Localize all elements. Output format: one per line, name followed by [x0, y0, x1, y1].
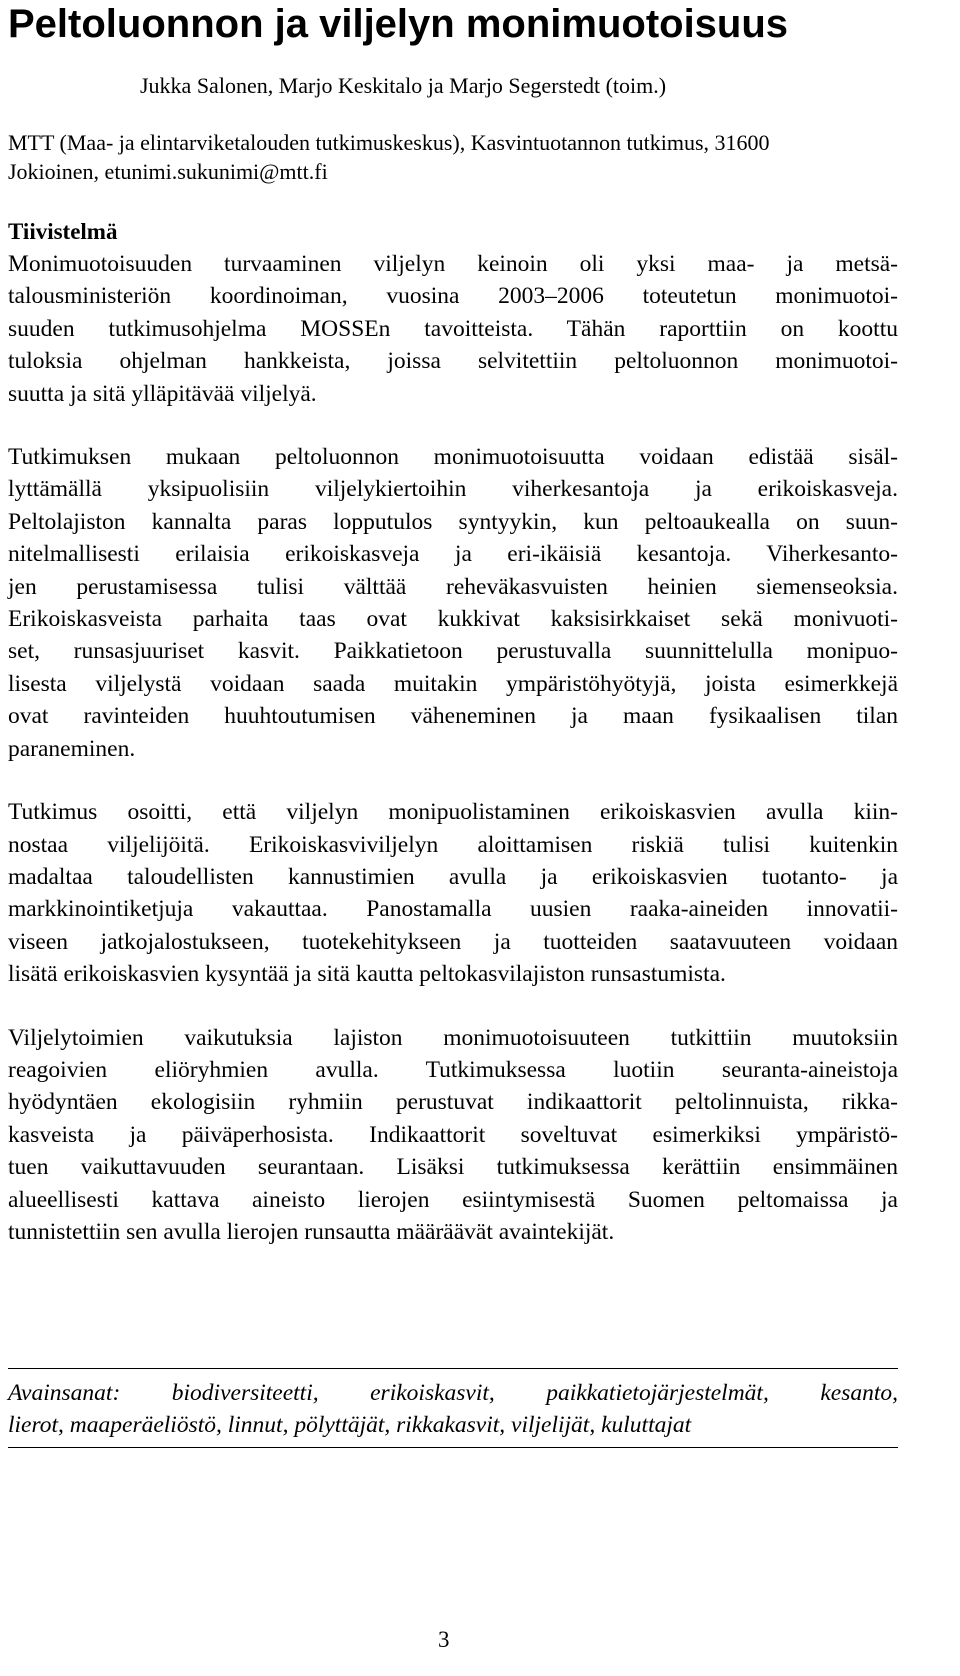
text-line: lisesta viljelystä voidaan saada muitakin ympäristöhyötyjä, joista esimerkkejä: [8, 670, 898, 697]
text-line: nostaa viljelijöitä. Erikoiskasviviljelyn aloittamisen riskiä tulisi kuitenkin: [8, 831, 898, 858]
abstract-paragraph: [8, 441, 898, 765]
text-line: lisätä erikoiskasvien kysyntää ja sitä kautta peltokasvilajiston runsastumista.: [8, 961, 726, 988]
text-line: madaltaa taloudellisten kannustimien avulla ja erikoiskasvien tuotanto- ja: [8, 863, 898, 890]
paragraph-gap: [8, 410, 898, 441]
affiliation-line: MTT (Maa- ja elintarviketalouden tutkimuskeskus), Kasvintuotannon tutkimus, 31600: [8, 130, 770, 155]
text-line: paraneminen.: [8, 735, 136, 762]
text-line: talousministeriön koordinoiman, vuosina 2003–2006 toteutetun monimuotoi-: [8, 283, 898, 310]
abstract-paragraph: [8, 1022, 898, 1249]
paragraph-gap: [8, 991, 898, 1022]
abstract-paragraph: [8, 796, 898, 990]
text-line: suutta ja sitä ylläpitävää viljelyä.: [8, 380, 317, 407]
text-line: Viljelytoimien vaikutuksia lajiston monimuotoisuuteen tutkittiin muutoksiin: [8, 1024, 898, 1051]
keywords-line: Avainsanat: biodiversiteetti, erikoiskasvit, paikkatietojärjestelmät, kesanto,: [8, 1380, 898, 1406]
document-page: [8, 0, 898, 1676]
text-line: markkinointiketjuja vakauttaa. Panostamalla uusien raaka-aineiden innovatii-: [8, 896, 898, 923]
abstract-heading: Tiivistelmä: [8, 219, 118, 244]
text-line: nitelmallisesti erilaisia erikoiskasveja ja eri-ikäisiä kesantoja. Viherkesanto-: [8, 541, 898, 568]
text-line: Tutkimuksen mukaan peltoluonnon monimuotoisuutta voidaan edistää sisäl-: [8, 444, 898, 471]
text-line: viseen jatkojalostukseen, tuotekehitykseen ja tuotteiden saatavuuteen voidaan: [8, 928, 898, 955]
text-line: tunnistettiin sen avulla lierojen runsautta määräävät avaintekijät.: [8, 1218, 615, 1245]
text-line: reagoivien eliöryhmien avulla. Tutkimuksessa luotiin seuranta-aineistoja: [8, 1056, 898, 1083]
keywords-line: lierot, maaperäeliöstö, linnut, pölyttäjät, rikkakasvit, viljelijät, kuluttajat: [8, 1412, 692, 1438]
text-line: suuden tutkimusohjelma MOSSEn tavoitteista. Tähän raporttiin on koottu: [8, 315, 898, 342]
page-number: 3: [438, 1627, 450, 1652]
text-line: Erikoiskasveista parhaita taas ovat kukkivat kaksisirkkaiset sekä monivuoti-: [8, 606, 898, 633]
text-line: hyödyntäen ekologisiin ryhmiin perustuvat indikaattorit peltolinnuista, rikka-: [8, 1089, 898, 1116]
authors-line: Jukka Salonen, Marjo Keskitalo ja Marjo Segerstedt (toim.): [140, 73, 667, 98]
text-line: lyttämällä yksipuolisiin viljelykiertoihin viherkesantoja ja erikoiskasveja.: [8, 476, 898, 503]
text-line: ovat ravinteiden huuhtoutumisen väheneminen ja maan fysikaalisen tilan: [8, 703, 898, 730]
text-line: kasveista ja päiväperhosista. Indikaattorit soveltuvat esimerkiksi ympäristö-: [8, 1121, 898, 1148]
text-line: jen perustamisessa tulisi välttää reheväkasvuisten heinien siemenseoksia.: [8, 573, 898, 600]
abstract-paragraph: [8, 248, 898, 410]
keywords-block: [8, 1368, 898, 1448]
text-line: set, runsasjuuriset kasvit. Paikkatietoon perustuvalla suunnittelulla monipuo-: [8, 638, 898, 665]
text-line: Monimuotoisuuden turvaaminen viljelyn keinoin oli yksi maa- ja metsä-: [8, 251, 898, 277]
text-line: tuen vaikuttavuuden seurantaan. Lisäksi tutkimuksessa kerättiin ensimmäinen: [8, 1154, 898, 1181]
text-line: alueellisesti kattava aineisto lierojen esiintymisestä Suomen peltomaissa ja: [8, 1186, 898, 1213]
paragraph-gap: [8, 765, 898, 796]
text-line: tuloksia ohjelman hankkeista, joissa selvitettiin peltoluonnon monimuotoi-: [8, 348, 898, 375]
text-line: Tutkimus osoitti, että viljelyn monipuolistaminen erikoiskasvien avulla kiin-: [8, 799, 898, 826]
text-line: Peltolajiston kannalta paras lopputulos syntyykin, kun peltoaukealla on suun-: [8, 508, 898, 535]
affiliation-line: Jokioinen, etunimi.sukunimi@mtt.fi: [8, 159, 328, 184]
document-title: Peltoluonnon ja viljelyn monimuotoisuus: [8, 2, 789, 46]
affiliation: [8, 128, 898, 186]
